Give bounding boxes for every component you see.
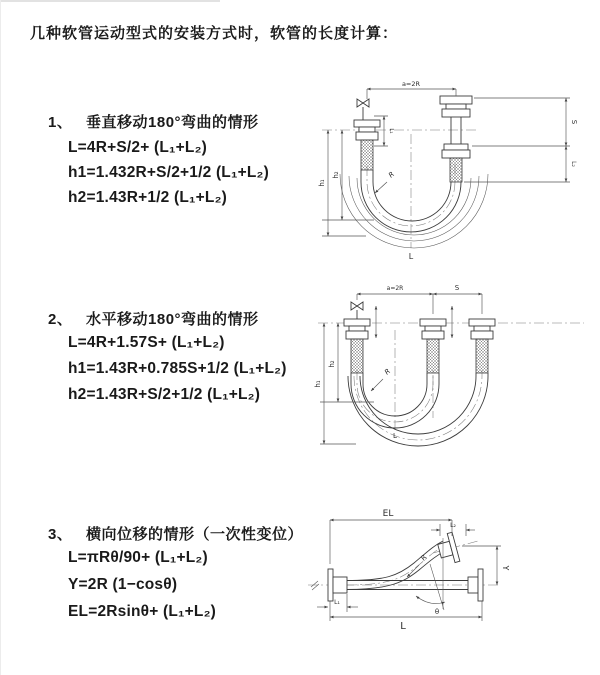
page-title: 几种软管运动型式的安装方式时，软管的长度计算：: [30, 25, 399, 42]
dim-label-h1: h₁: [318, 179, 326, 187]
section-3-heading: [48, 523, 303, 544]
dim-label-el: EL: [382, 509, 394, 519]
middle-fitting: [420, 319, 446, 373]
left-fitting: [354, 120, 380, 170]
right-fitting: [469, 319, 495, 373]
dim-label-l1: L₁: [388, 128, 394, 134]
dim-label-l2: L₂: [570, 161, 577, 167]
section-3-heading-text: 横向位移的情形（一次性变位）: [86, 526, 304, 543]
formula-3-1: L=πRθ/90+ (L₁+L₂): [68, 549, 208, 566]
valve-icon: [357, 99, 369, 120]
formula-3-3: EL=2Rsinθ+ (L₁+L₂): [68, 603, 217, 620]
section-2-heading: [48, 308, 259, 329]
dim-label-r: R: [419, 553, 429, 563]
dim-label-h2: h₂: [332, 171, 340, 179]
valve-icon: [351, 302, 363, 319]
scan-edge-top: [0, 0, 220, 2]
left-flange: [328, 569, 347, 601]
dim-label-h2: h₂: [328, 360, 336, 368]
diagram-lateral-displacement: [300, 506, 600, 641]
break-mark: [311, 581, 319, 590]
dim-label-r: R: [383, 367, 393, 377]
section-1-heading-text: 垂直移动180°弯曲的情形: [86, 114, 259, 131]
dim-label-a2r: a=2R: [401, 80, 421, 88]
formula-2-3: h2=1.43R+S/2+1/2 (L₁+L₂): [68, 386, 261, 403]
formula-1-2: h1=1.432R+S/2+1/2 (L₁+L₂): [68, 164, 269, 181]
section-1-heading: [48, 111, 259, 132]
right-fitting: [440, 96, 472, 182]
dimensions: [314, 284, 482, 444]
dim-label-r: R: [387, 170, 397, 180]
diagram-vertical-180-bend: [314, 76, 590, 266]
formula-2-1: L=4R+1.57S+ (L₁+L₂): [68, 334, 225, 351]
dim-label-a2r: a=2R: [386, 285, 404, 292]
scan-edge-left: [0, 0, 1, 675]
right-flange-original: [468, 569, 483, 601]
formula-1-1: L=4R+S/2+ (L₁+L₂): [68, 139, 208, 156]
hose-loops: [348, 373, 488, 446]
dim-label-l2: L₂: [450, 522, 456, 529]
formula-3-2: Y=2R (1−cosθ): [68, 576, 178, 593]
s-curve-hose: [347, 541, 446, 590]
formula-1-3: h2=1.43R+1/2 (L₁+L₂): [68, 189, 228, 206]
dim-label-l-bottom: L: [393, 432, 397, 440]
section-1-number: 1、: [48, 114, 73, 131]
dim-label-theta: θ: [434, 608, 440, 616]
section-3-number: 3、: [48, 526, 73, 543]
dim-label-h1: h₁: [314, 380, 322, 388]
dim-label-s: S: [454, 284, 460, 292]
dim-label-l: L: [400, 621, 406, 632]
dim-label-l-bottom: L: [408, 252, 414, 261]
dim-label-s: S: [570, 119, 578, 125]
dim-label-y: Y: [501, 565, 510, 571]
formula-2-2: h1=1.43R+0.785S+1/2 (L₁+L₂): [68, 360, 287, 377]
diagram-horizontal-180-bend: [312, 280, 596, 450]
tilted-flange-displaced: [436, 532, 460, 565]
left-fitting: [344, 319, 370, 373]
dim-label-l1: L₁: [334, 599, 340, 606]
section-2-number: 2、: [48, 311, 73, 328]
section-2-heading-text: 水平移动180°弯曲的情形: [86, 311, 259, 328]
